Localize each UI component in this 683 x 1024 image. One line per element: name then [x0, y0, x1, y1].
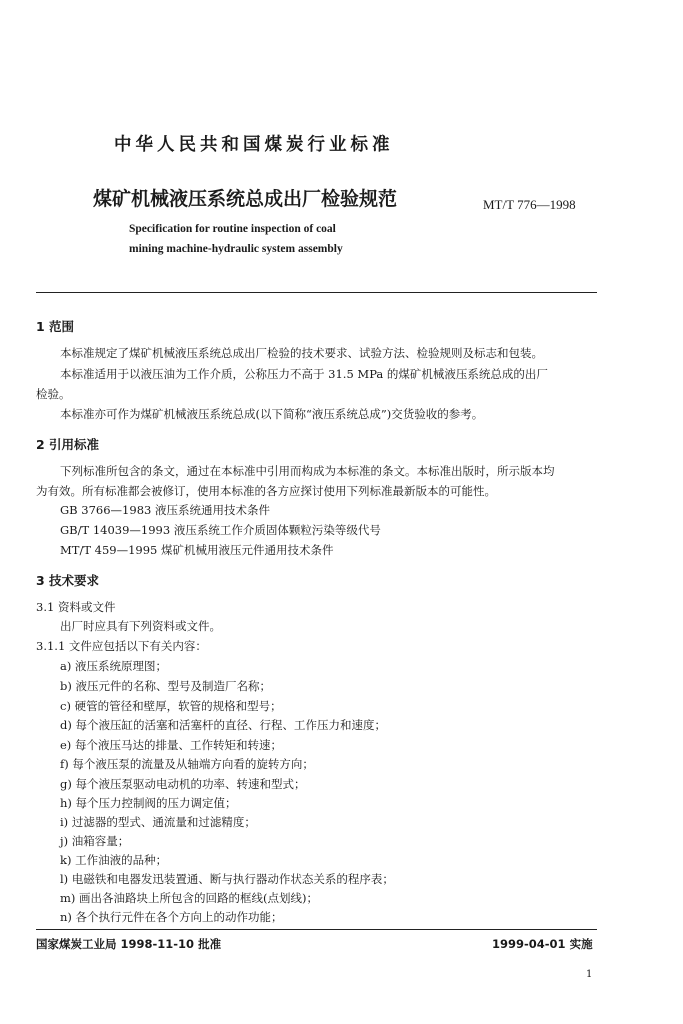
list-item-d: d) 每个液压缸的活塞和活塞杆的直径、行程、工作压力和速度；	[60, 718, 387, 732]
list-item-l: l) 电磁铁和电器发迅装置通、断与执行器动作状态关系的程序表；	[60, 872, 394, 886]
english-title-line-2: mining machine-hydraulic system assembly	[129, 243, 343, 255]
section-2-paragraph-line-2: 为有效。所有标准都会被修订，使用本标准的各方应探讨使用下列标准最新版本的可能性。	[36, 484, 496, 498]
list-item-g: g) 每个液压泵驱动电动机的功率、转速和型式；	[60, 777, 306, 791]
section-3-1-heading: 3.1 资料或文件	[36, 600, 116, 614]
list-item-k: k) 工作油液的品种；	[60, 853, 168, 867]
section-1-heading: 1 范围	[36, 319, 75, 334]
header-divider	[36, 292, 597, 293]
list-item-i: i) 过滤器的型式、通流量和过滤精度；	[60, 815, 256, 829]
section-2-paragraph-line-1: 下列标准所包含的条文，通过在本标准中引用而构成为本标准的条文。本标准出版时，所示版本均	[60, 464, 555, 478]
section-3-1-text: 出厂时应具有下列资料或文件。	[60, 619, 221, 633]
standard-number: MT/T 776—1998	[483, 197, 576, 212]
page-number: 1	[586, 969, 593, 980]
implementation-date: 1999-04-01 实施	[492, 937, 593, 951]
list-item-a: a) 液压系统原理图；	[60, 659, 167, 673]
list-item-m: m) 画出各油路块上所包含的回路的框线(点划线)；	[60, 891, 319, 905]
list-item-c: c) 硬管的管径和壁厚，软管的规格和型号；	[60, 699, 282, 713]
list-item-h: h) 每个压力控制阀的压力调定值；	[60, 796, 237, 810]
document-title: 煤矿机械液压系统总成出厂检验规范	[93, 188, 398, 210]
footer-divider	[36, 929, 597, 930]
list-item-f: f) 每个液压泵的流量及从轴端方向看的旋转方向；	[60, 757, 314, 771]
section-1-paragraph-2-line-2: 检验。	[36, 387, 71, 401]
reference-standard-3: MT/T 459—1995 煤矿机械用液压元件通用技术条件	[60, 543, 334, 557]
list-item-e: e) 每个液压马达的排量、工作转矩和转速；	[60, 738, 282, 752]
reference-standard-2: GB/T 14039—1993 液压系统工作介质固体颗粒污染等级代号	[60, 523, 381, 537]
list-item-j: j) 油箱容量；	[60, 834, 130, 848]
reference-standard-1: GB 3766—1983 液压系统通用技术条件	[60, 503, 270, 517]
section-1-paragraph-1: 本标准规定了煤矿机械液压系统总成出厂检验的技术要求、试验方法、检验规则及标志和包装。	[60, 346, 543, 360]
section-1-paragraph-3: 本标准亦可作为煤矿机械液压系统总成(以下简称“液压系统总成”)交货验收的参考。	[60, 407, 484, 421]
section-2-heading: 2 引用标准	[36, 437, 100, 452]
list-item-b: b) 液压元件的名称、型号及制造厂名称；	[60, 679, 272, 693]
list-item-n: n) 各个执行元件在各个方向上的动作功能；	[60, 910, 283, 924]
industry-standard-heading: 中华人民共和国煤炭行业标准	[114, 135, 394, 155]
english-title-line-1: Specification for routine inspection of coal	[129, 223, 336, 235]
section-3-heading: 3 技术要求	[36, 573, 100, 588]
section-1-paragraph-2-line-1: 本标准适用于以液压油为工作介质，公称压力不高于 31.5 MPa 的煤矿机械液压系统总成的出厂	[60, 367, 548, 381]
approval-date: 国家煤炭工业局 1998-11-10 批准	[36, 937, 222, 951]
section-3-1-1-heading: 3.1.1 文件应包括以下有关内容：	[36, 639, 207, 653]
